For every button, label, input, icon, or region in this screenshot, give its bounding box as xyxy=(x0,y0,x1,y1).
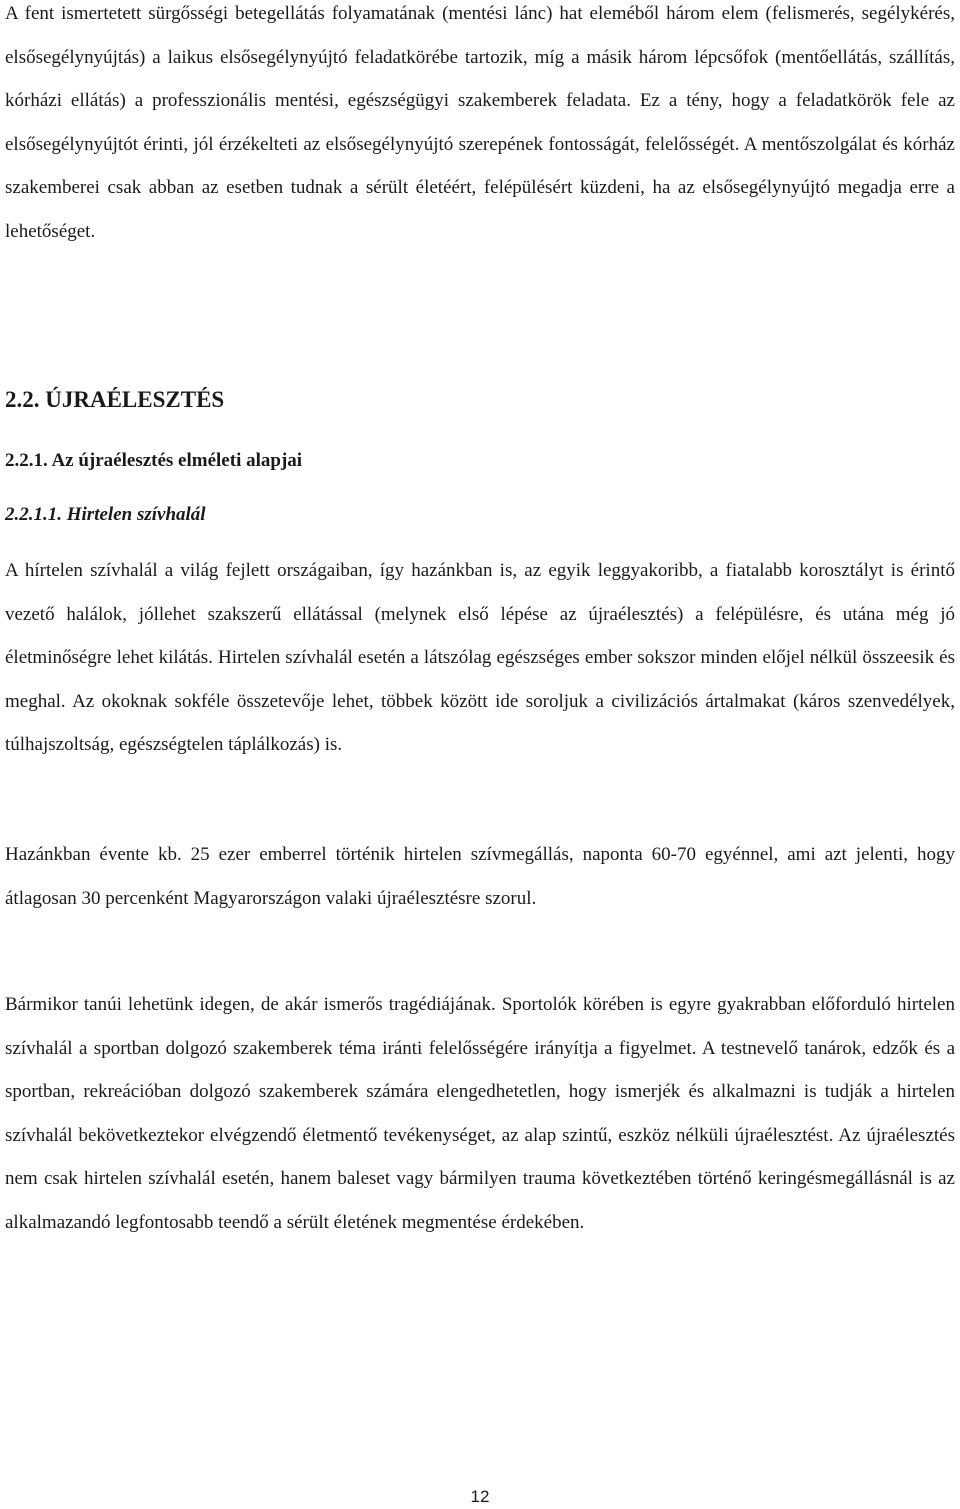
body-paragraph: A fent ismertetett sürgősségi betegellátás folyamatának (mentési lánc) hat eleméből három elem (felismerés, segélykérés, elsősegélynyújtás) a laikus elsősegélynyújtó feladatkörébe tartozik, míg a másik három lépcsőfok (mentőellátás, szállítás, kórházi ellátás) a professzionális mentési, egészségügyi szakemberek feladata. Ez a tény, hogy a feladatkörök fele az elsősegélynyújtót érinti, jól érzékelteti az elsősegélynyújtó szerepének fontosságát, felelősségét. A mentőszolgálat és kórház szakemberei csak abban az esetben tudnak a sérült életéért, felépülésért küzdeni, ha az elsősegélynyújtó megadja erre a lehetőséget. xyxy=(5,3,955,242)
body-paragraph: Hazánkban évente kb. 25 ezer emberrel történik hirtelen szívmegállás, naponta 60-70 egyénnel, ami azt jelenti, hogy átlagosan 30 percenként Magyarországon valaki újraélesztésre szorul. xyxy=(5,844,955,909)
subsubsection-heading: 2.2.1.1. Hirtelen szívhalál xyxy=(5,504,206,525)
body-paragraph: A hírtelen szívhalál a világ fejlett országaiban, így hazánkban is, az egyik leggyakoribb, a fiatalabb korosztályt is érintő vezető halálok, jóllehet szakszerű ellátással (melynek első lépése az újraélesztés) a felépülésre, és utána még jó életminőségre lehet kilátás. Hirtelen szívhalál esetén a látszólag egészséges ember sokszor minden előjel nélkül összeesik és meghal. Az okoknak sokféle összetevője lehet, többek között ide soroljuk a civilizációs ártalmakat (káros szenvedélyek, túlhajszoltság, egészségtelen táplálkozás) is. xyxy=(5,560,955,755)
page-number: 12 xyxy=(470,1487,490,1506)
section-heading: 2.2. ÚJRAÉLESZTÉS xyxy=(5,387,225,412)
body-paragraph: Bármikor tanúi lehetünk idegen, de akár ismerős tragédiájának. Sportolók körében is egyre gyakrabban előforduló hirtelen szívhalál a sportban dolgozó szakemberek téma iránti felelősségére irányítja a figyelmet. A testnevelő tanárok, edzők és a sportban, rekreációban dolgozó szakemberek számára elengedhetetlen, hogy ismerjék és alkalmazni is tudják a hirtelen szívhalál bekövetkeztekor elvégzendő életmentő tevékenységet, az alap szintű, eszköz nélküli újraélesztést. Az újraélesztés nem csak hirtelen szívhalál esetén, hanem baleset vagy bármilyen trauma következtében történő keringésmegállásnál is az alkalmazandó legfontosabb teendő a sérült életének megmentése érdekében. xyxy=(5,994,955,1233)
subsection-heading: 2.2.1. Az újraélesztés elméleti alapjai xyxy=(5,450,303,471)
